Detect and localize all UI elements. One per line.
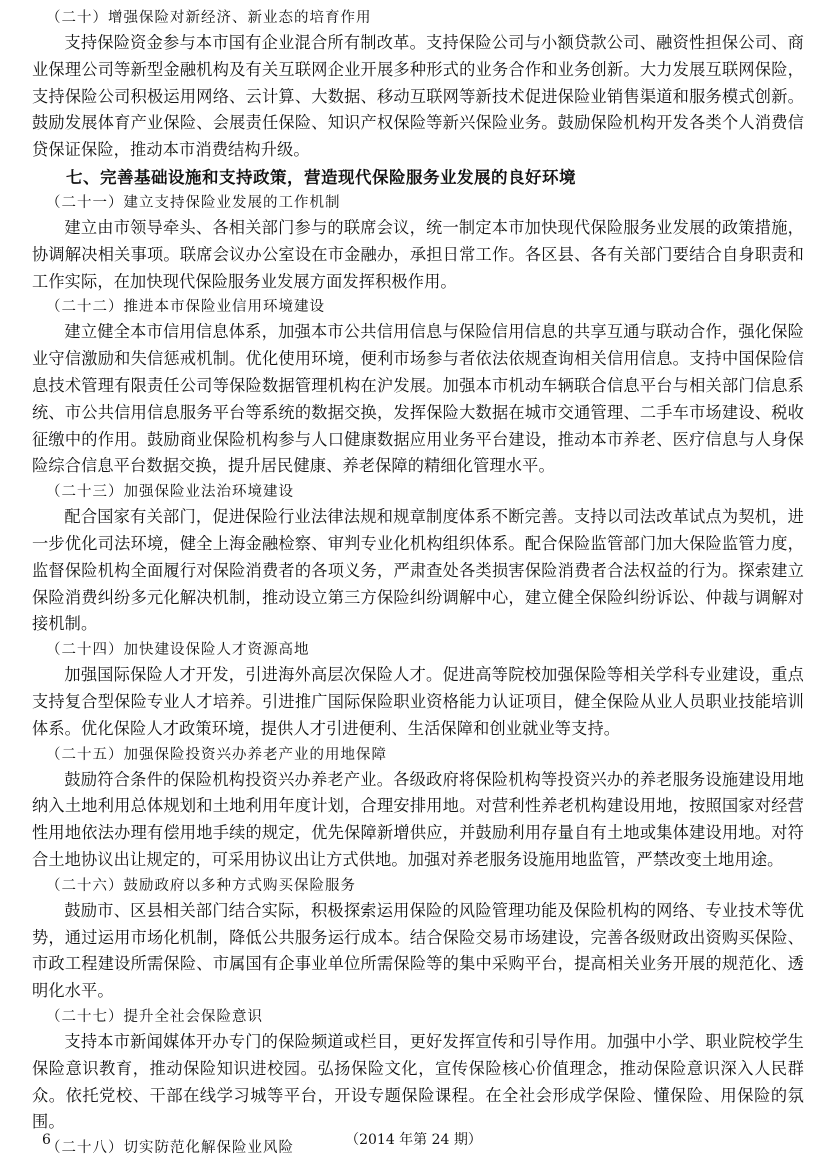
paragraph: 建立由市领导牵头、各相关部门参与的联席会议，统一制定本市加快现代保险服务业发展的政策措施，协调解决相关事项。联席会议办公室设在市金融办，承担日常工作。各区县、各有关部门要结合自身职责和工作实际，在加快现代保险服务业发展方面发挥积极作用。 [32, 217, 804, 291]
paragraph: 支持保险资金参与本市国有企业混合所有制改革。支持保险公司与小额贷款公司、融资性担保公司、商业保理公司等新型金融机构及有关互联网企业开展多种形式的业务合作和业务创新。大力发展互联网保险，支持保险公司积极运用网络、云计算、大数据、移动互联网等新技术促进保险业销售渠道和服务模式创新。鼓励发展体育产业保险、会展责任保险、知识产权保险等新兴保险业务。鼓励保险机构开发各类个人消费信贷保证保险，推动本市消费结构升级。 [32, 33, 804, 160]
section-heading: （二十七）提升全社会保险意识 [46, 1008, 263, 1025]
paragraph: 建立健全本市信用信息体系，加强本市公共信用信息与保险信用信息的共享互通与联动合作，强化保险业守信激励和失信惩戒机制。优化使用环境，便利市场参与者依法依规查询相关信用信息。支持中国保险信息技术管理有限责任公司等保险数据管理机构在沪发展。加强本市机动车辆联合信息平台与相关部门信息系统、市公共信用信息服务平台等系统的数据交换，发挥保险大数据在城市交通管理、二手车市场建设、税收征缴中的作用。鼓励商业保险机构参与人口健康数据应用业务平台建设，推动本市养老、医疗信息与人身保险综合信息平台数据交换，提升居民健康、养老保障的精细化管理水平。 [32, 322, 804, 476]
chapter-heading: 七、完善基础设施和支持政策，营造现代保险服务业发展的良好环境 [66, 167, 576, 187]
paragraph: 鼓励市、区县相关部门结合实际，积极探索运用保险的风险管理功能及保险机构的网络、专业技术等优势，通过运用市场化机制，降低公共服务运行成本。结合保险交易市场建设，完善各级财政出资购买保险、市政工程建设所需保险、市属国有企事业单位所需保险等的集中采购平台，提高相关业务开展的规范化、透明化水平。 [32, 900, 804, 1001]
paragraph: 鼓励符合条件的保险机构投资兴办养老产业。各级政府将保险机构等投资兴办的养老服务设施建设用地纳入土地利用总体规划和土地利用年度计划，合理安排用地。对营利性养老机构建设用地，按照国家对经营性用地依法办理有偿用地手续的规定，优先保障新增供应，并鼓励利用存量自有土地或集体建设用地。对符合土地协议出让规定的，可采用协议出让方式供地。加强对养老服务设施用地监管，严禁改变土地用途。 [32, 769, 804, 869]
section-heading: （二十四）加快建设保险人才资源高地 [46, 642, 310, 659]
section-heading: （二十）增强保险对新经济、新业态的培育作用 [46, 10, 372, 26]
page-footer [0, 1128, 827, 1152]
section-heading: （二十二）推进本市保险业信用环境建设 [46, 299, 325, 316]
section-heading: （二十六）鼓励政府以多种方式购买保险服务 [46, 877, 356, 894]
document-body [32, 6, 804, 1160]
section-heading: （二十五）加强保险投资兴办养老产业的用地保障 [46, 746, 387, 763]
section-heading: （二十八）切实防范化解保险业风险 [46, 1140, 294, 1157]
issue-label: （2014 年第 24 期） [345, 1132, 482, 1148]
section-heading: （二十一）建立支持保险业发展的工作机制 [46, 194, 341, 211]
paragraph: 加强国际保险人才开发，引进海外高层次保险人才。促进高等院校加强保险等相关学科专业建设，重点支持复合型保险专业人才培养。引进推广国际保险职业资格能力认证项目，健全保险从业人员职业技能培训体系。优化保险人才政策环境，提供人才引进便利、生活保障和创业就业等支持。 [32, 665, 804, 738]
paragraph: 支持本市新闻媒体开办专门的保险频道或栏目，更好发挥宣传和引导作用。加强中小学、职业院校学生保险意识教育，推动保险知识进校园。弘扬保险文化，宣传保险核心价值理念，推动保险意识深入人民群众。依托党校、干部在线学习城等平台，开设专题保险课程。在全社会形成学保险、懂保险、用保险的氛围。 [32, 1031, 804, 1132]
section-heading: （二十三）加强保险业法治环境建设 [46, 484, 294, 501]
page-number: 6 [42, 1132, 51, 1148]
paragraph: 配合国家有关部门，促进保险行业法律法规和规章制度体系不断完善。支持以司法改革试点为契机，进一步优化司法环境，健全上海金融检察、审判专业化机构组织体系。配合保险监管部门加大保险监管力度，监督保险机构全面履行对保险消费者的各项义务，严肃查处各类损害保险消费者合法权益的行为。探索建立保险消费纠纷多元化解决机制，推动设立第三方保险纠纷调解中心，建立健全保险纠纷诉讼、仲裁与调解对接机制。 [32, 507, 804, 634]
